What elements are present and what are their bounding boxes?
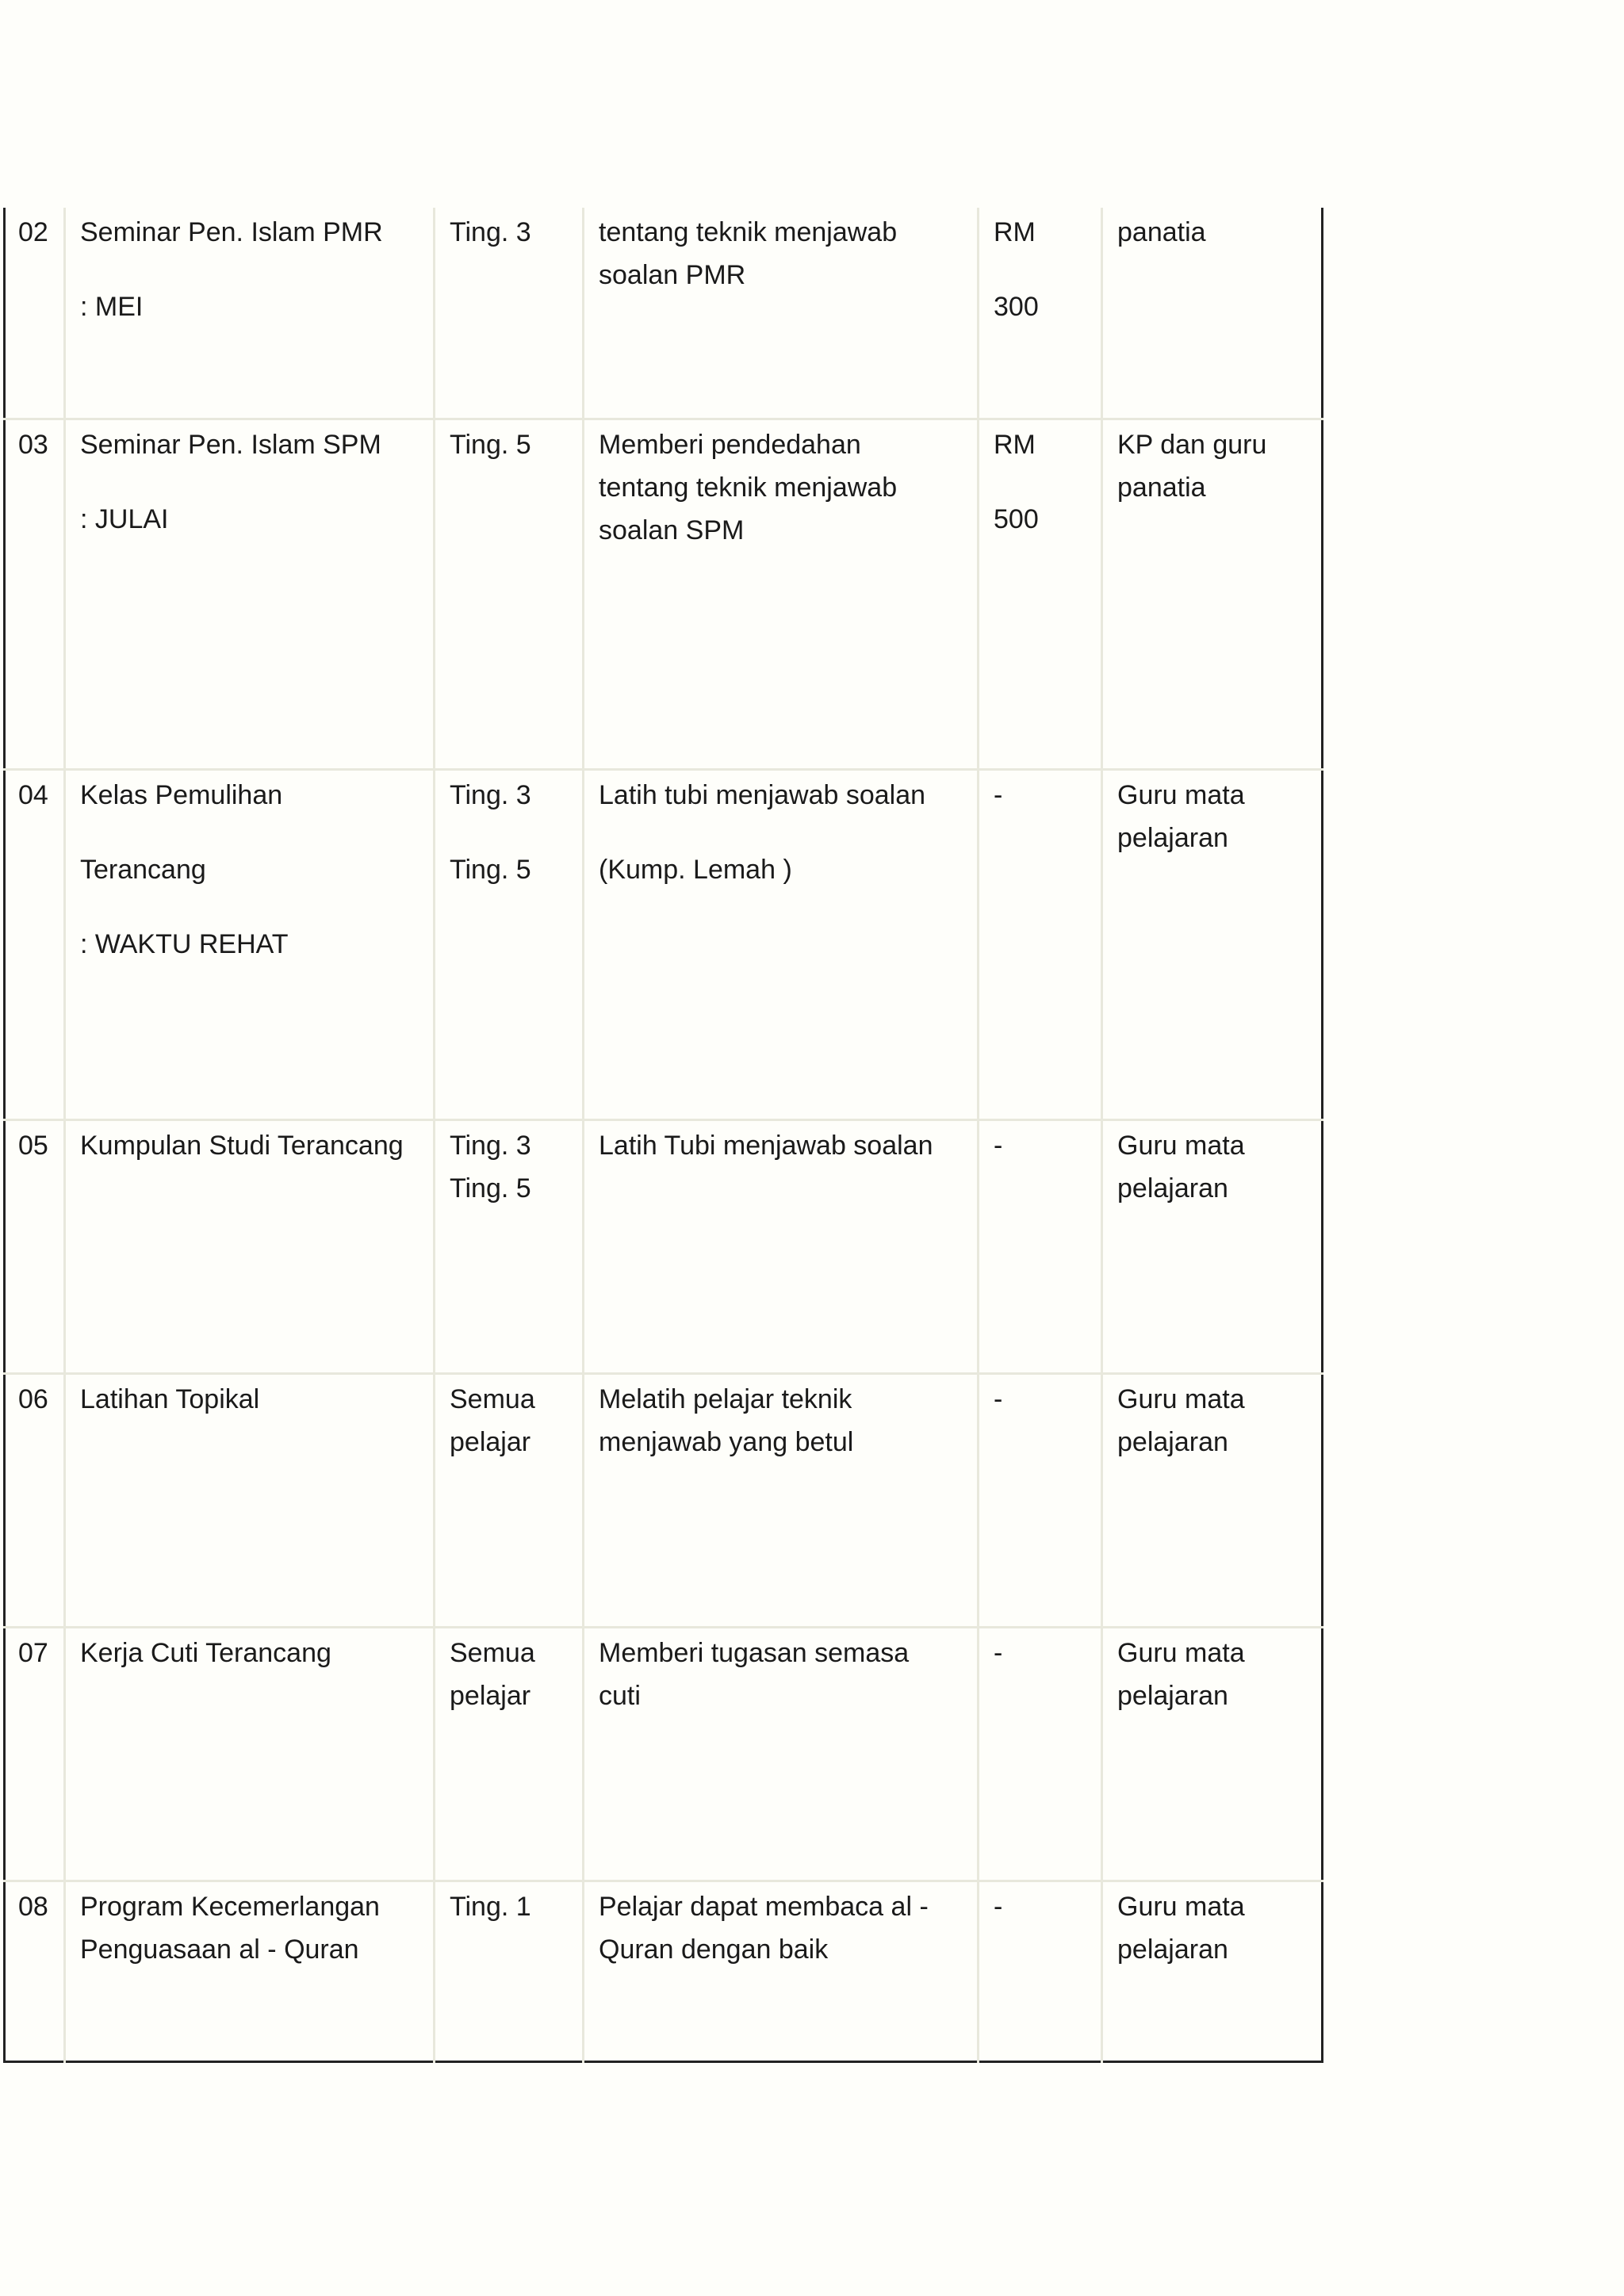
- cell-text: Latihan Topikal: [80, 1383, 260, 1414]
- cell-text: Kerja Cuti Terancang: [80, 1637, 331, 1668]
- program-cell: [65, 208, 435, 419]
- cell-text: Seminar Pen. Islam PMR: [80, 217, 383, 247]
- cell-text: panatia: [1117, 472, 1206, 503]
- tindakan-cell: [1102, 1373, 1323, 1627]
- cell-text: pelajaran: [1117, 822, 1228, 853]
- cell-text: Seminar Pen. Islam SPM: [80, 429, 381, 460]
- no-cell: [5, 1373, 65, 1627]
- cell-text: Memberi tugasan semasa: [599, 1637, 910, 1668]
- no-cell: [5, 1119, 65, 1373]
- no-cell: [5, 769, 65, 1119]
- cell-text: pelajar: [450, 1680, 531, 1711]
- tindakan-cell: [1102, 1881, 1323, 2061]
- cell-text: Ting. 3: [450, 779, 531, 810]
- table-row: [5, 1881, 1323, 2061]
- cell-text: RM: [994, 429, 1036, 460]
- no-cell: [5, 1627, 65, 1881]
- cell-text: 06: [18, 1383, 48, 1414]
- objektif-cell: [584, 1627, 979, 1881]
- cell-text: pelajaran: [1117, 1426, 1228, 1457]
- cell-text: Guru mata: [1117, 1891, 1245, 1922]
- kos-cell: [979, 1119, 1102, 1373]
- cell-text: cuti: [599, 1680, 641, 1711]
- cell-text: Ting. 5: [450, 1173, 531, 1203]
- cell-text: KP dan guru: [1117, 429, 1267, 460]
- cell-text: 02: [18, 217, 48, 247]
- cell-text: Penguasaan al - Quran: [80, 1934, 359, 1965]
- cell-text: Ting. 5: [450, 429, 531, 460]
- tindakan-cell: [1102, 769, 1323, 1119]
- cell-text: 500: [994, 503, 1039, 534]
- cell-text: 05: [18, 1130, 48, 1161]
- table-row: [5, 769, 1323, 1119]
- cell-text: pelajar: [450, 1426, 531, 1457]
- cell-text: Memberi pendedahan: [599, 429, 861, 460]
- program-cell: [65, 1881, 435, 2061]
- objektif-cell: [584, 419, 979, 769]
- table-row: [5, 208, 1323, 419]
- cell-text: Ting. 3: [450, 217, 531, 247]
- program-cell: [65, 1373, 435, 1627]
- table-body: [5, 208, 1323, 2061]
- cell-text: Melatih pelajar teknik: [599, 1383, 852, 1414]
- cell-text: Latih tubi menjawab soalan: [599, 779, 926, 810]
- program-cell: [65, 1119, 435, 1373]
- sasaran-cell: [435, 1881, 584, 2061]
- cell-text: Guru mata: [1117, 1637, 1245, 1668]
- cell-text: menjawab yang betul: [599, 1426, 854, 1457]
- cell-text: Kumpulan Studi Terancang: [80, 1130, 404, 1161]
- cell-text: -: [994, 1637, 1003, 1668]
- table-row: [5, 419, 1323, 769]
- objektif-cell: [584, 1119, 979, 1373]
- sasaran-cell: [435, 1119, 584, 1373]
- cell-text: Terancang: [80, 854, 206, 885]
- cell-text: -: [994, 1130, 1003, 1161]
- table-row: [5, 1627, 1323, 1881]
- objektif-cell: [584, 208, 979, 419]
- cell-text: soalan SPM: [599, 515, 745, 545]
- cell-text: soalan PMR: [599, 260, 746, 290]
- cell-text: -: [994, 1383, 1003, 1414]
- tindakan-cell: [1102, 419, 1323, 769]
- cell-text: (Kump. Lemah ): [599, 854, 792, 885]
- cell-text: 300: [994, 292, 1039, 322]
- cell-text: Guru mata: [1117, 779, 1245, 810]
- cell-text: Guru mata: [1117, 1130, 1245, 1161]
- no-cell: [5, 208, 65, 419]
- kos-cell: [979, 1881, 1102, 2061]
- cell-text: 08: [18, 1891, 48, 1922]
- cell-text: 07: [18, 1637, 48, 1668]
- kos-cell: [979, 1373, 1102, 1627]
- program-cell: [65, 419, 435, 769]
- tindakan-cell: [1102, 1119, 1323, 1373]
- program-table: [3, 208, 1323, 2063]
- kos-cell: [979, 419, 1102, 769]
- table-row: [5, 1119, 1323, 1373]
- cell-text: : MEI: [80, 292, 144, 322]
- cell-text: RM: [994, 217, 1036, 247]
- cell-text: pelajaran: [1117, 1934, 1228, 1965]
- program-cell: [65, 1627, 435, 1881]
- cell-text: -: [994, 1891, 1003, 1922]
- tindakan-cell: [1102, 208, 1323, 419]
- no-cell: [5, 419, 65, 769]
- objektif-cell: [584, 1373, 979, 1627]
- program-cell: [65, 769, 435, 1119]
- tindakan-cell: [1102, 1627, 1323, 1881]
- cell-text: : WAKTU REHAT: [80, 928, 289, 959]
- cell-text: tentang teknik menjawab: [599, 472, 898, 503]
- cell-text: : JULAI: [80, 503, 169, 534]
- sasaran-cell: [435, 769, 584, 1119]
- objektif-cell: [584, 769, 979, 1119]
- cell-text: -: [994, 779, 1003, 810]
- cell-text: 03: [18, 429, 48, 460]
- kos-cell: [979, 1627, 1102, 1881]
- cell-text: 04: [18, 779, 48, 810]
- cell-text: Latih Tubi menjawab soalan: [599, 1130, 933, 1161]
- table-row: [5, 1373, 1323, 1627]
- kos-cell: [979, 769, 1102, 1119]
- kos-cell: [979, 208, 1102, 419]
- sasaran-cell: [435, 419, 584, 769]
- cell-text: Kelas Pemulihan: [80, 779, 283, 810]
- cell-text: Semua: [450, 1383, 535, 1414]
- cell-text: Program Kecemerlangan: [80, 1891, 380, 1922]
- cell-text: tentang teknik menjawab: [599, 217, 898, 247]
- sasaran-cell: [435, 1627, 584, 1881]
- no-cell: [5, 1881, 65, 2061]
- cell-text: pelajaran: [1117, 1173, 1228, 1203]
- cell-text: pelajaran: [1117, 1680, 1228, 1711]
- cell-text: Quran dengan baik: [599, 1934, 829, 1965]
- sasaran-cell: [435, 208, 584, 419]
- cell-text: Semua: [450, 1637, 535, 1668]
- cell-text: Pelajar dapat membaca al -: [599, 1891, 929, 1922]
- cell-text: Ting. 5: [450, 854, 531, 885]
- objektif-cell: [584, 1881, 979, 2061]
- cell-text: Ting. 1: [450, 1891, 531, 1922]
- cell-text: Ting. 3: [450, 1130, 531, 1161]
- cell-text: panatia: [1117, 217, 1206, 247]
- sasaran-cell: [435, 1373, 584, 1627]
- cell-text: Guru mata: [1117, 1383, 1245, 1414]
